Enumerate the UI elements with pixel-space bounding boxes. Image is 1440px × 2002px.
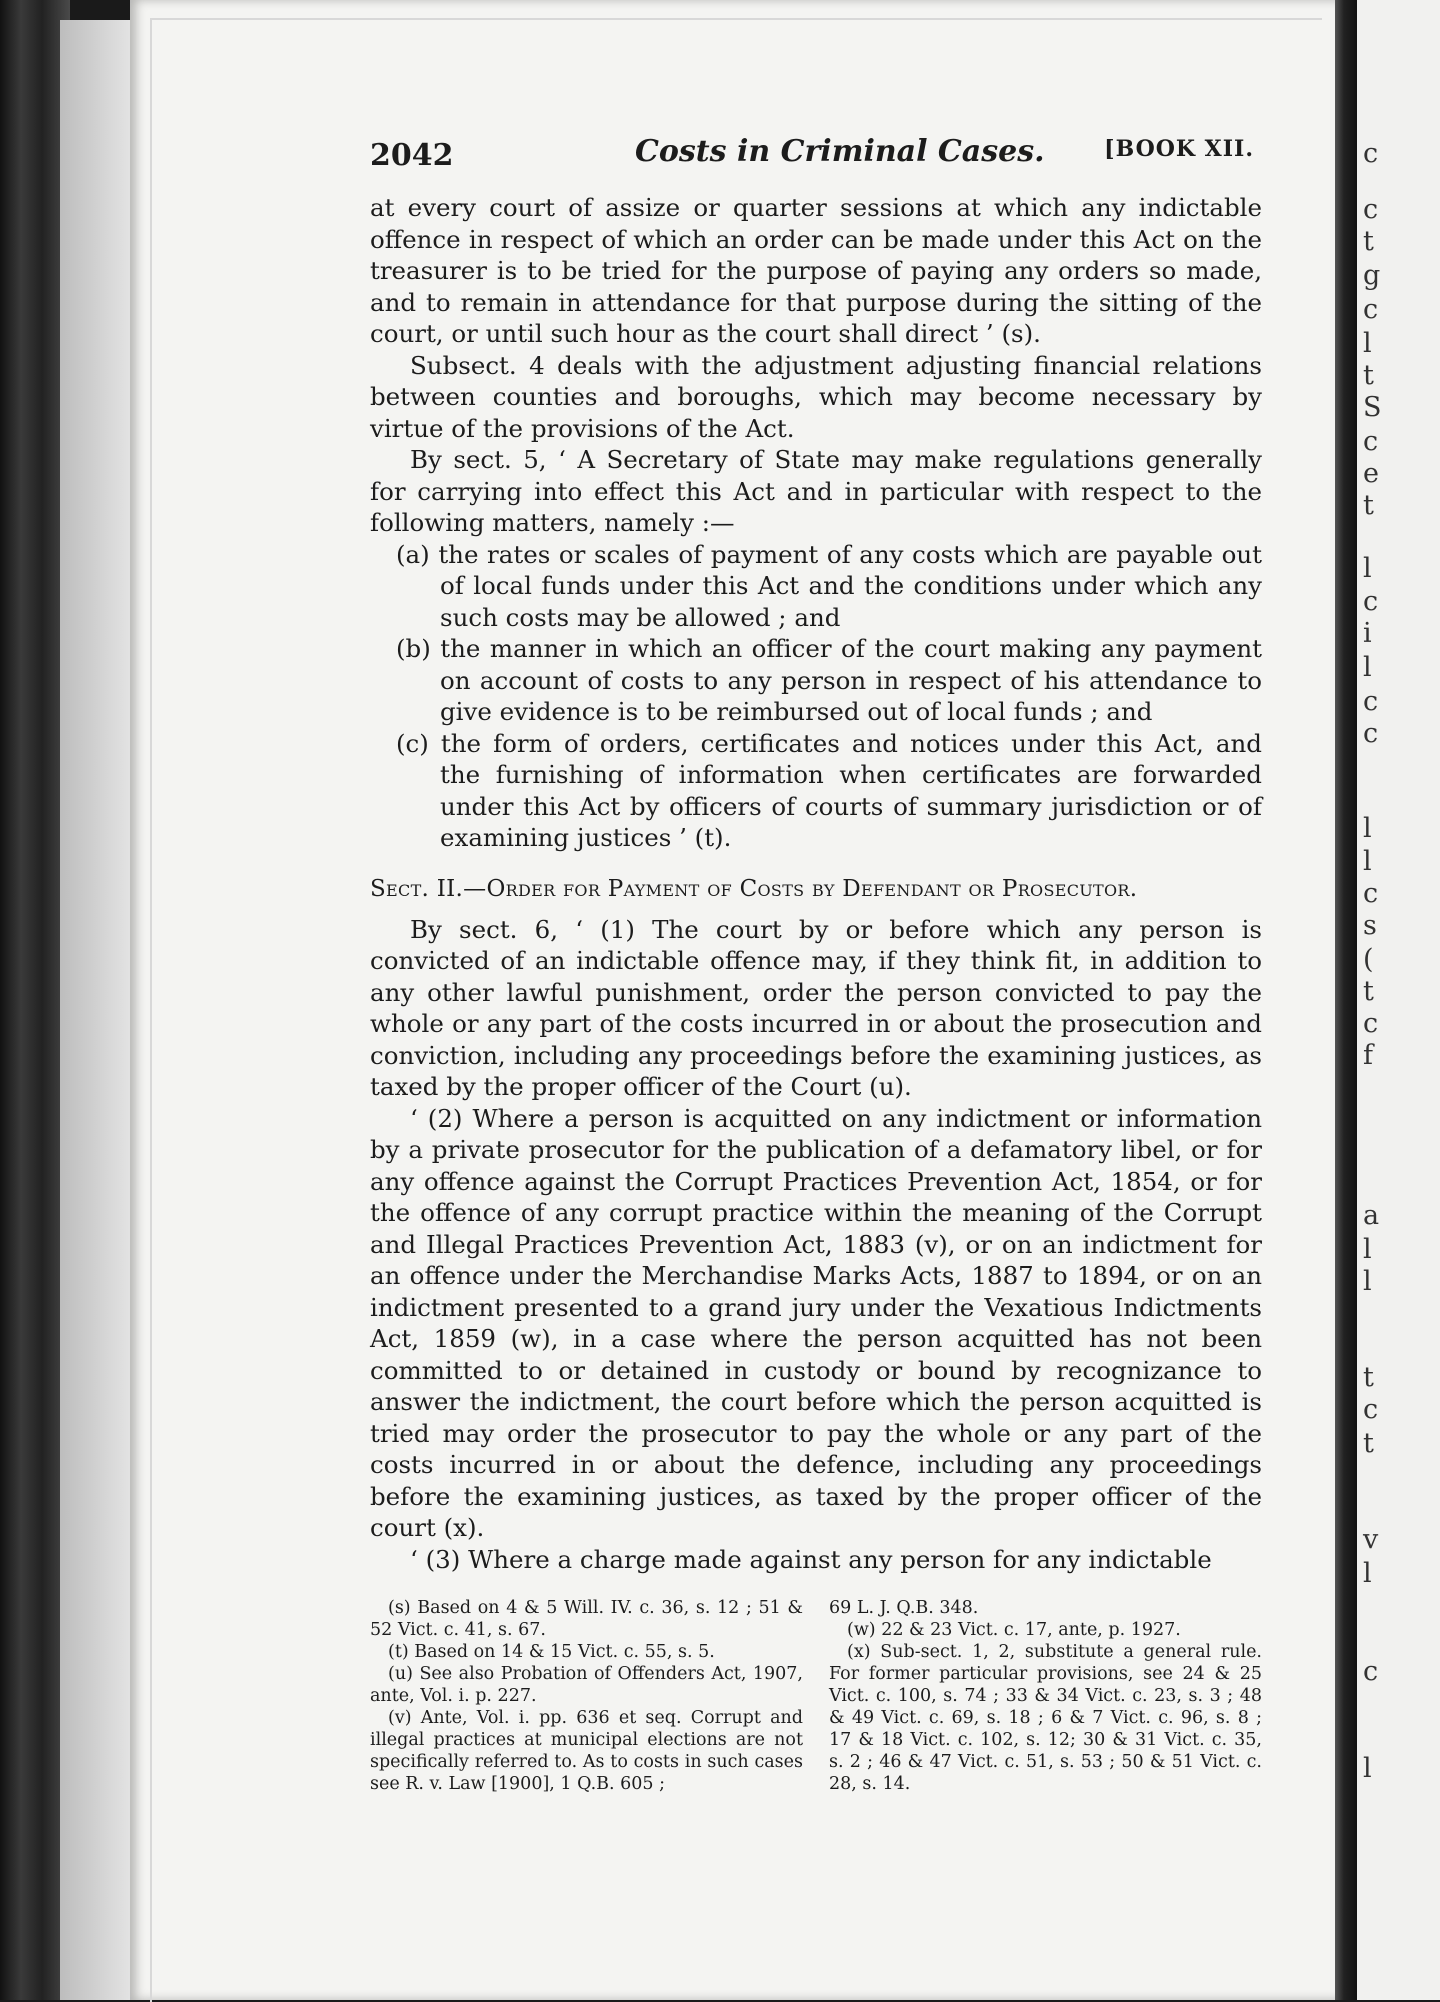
regulation-list [370,539,1262,854]
facing-page-glyph: l [1363,328,1372,359]
facing-page-glyph: f [1363,1040,1373,1071]
facing-page-glyph: c [1363,426,1379,457]
facing-page-glyph: t [1363,1428,1374,1459]
footnote-u: (u) See also Probation of Offenders Act, 1907, ante, Vol. i. p. 227. [370,1664,803,1706]
paragraph-subsect-4: Subsect. 4 deals with the adjustment adjusting financial relations between counties and boroughs, which may become necessary by virtue of the provisions of the Act. [370,350,1262,443]
facing-page-glyph: c [1363,138,1379,169]
page-content [370,128,1262,1795]
facing-page-glyph: t [1363,360,1374,391]
facing-page-edge [1357,0,1440,2000]
list-item: (a) the rates or scales of payment of any costs which are payable out of local funds under this Act and the conditions under which any such costs may be allowed ; and [396,539,1262,632]
facing-page-glyph: c [1363,194,1379,225]
facing-page-glyph: a [1363,1200,1380,1231]
facing-page-glyph: l [1363,813,1372,844]
facing-page-glyph: l [1363,1558,1372,1589]
page-number: 2042 [370,138,454,173]
facing-page-glyph: c [1363,586,1379,617]
paragraph-continuation: at every court of assize or quarter sessions at which any indictable offence in respect of which an order can be made under this Act on the treasurer is to be tried for the purpose of paying any orders so made, and to remain in attendance for that purpose during the sitting of the court, or until such hour as the court shall direct ’ (s). [370,193,1262,348]
facing-page-glyph: l [1363,652,1372,683]
list-item: (c) the form of orders, certificates and notices under this Act, and the furnishing of information when certificates are forwarded under this Act by officers of courts of summary jurisdiction or of examining justices ’ (t). [396,728,1262,852]
facing-page-glyph: c [1363,718,1379,749]
section-heading: Sect. II.—Order for Payment of Costs by Defendant or Prosecutor. [370,875,1138,902]
footnotes-right-column [829,1597,1262,1795]
footnote-v-continued: 69 L. J. Q.B. 348. [829,1598,979,1618]
footnote-x: (x) Sub-sect. 1, 2, substitute a general rule. For former particular provisions, see 24 & 25 Vict. c. 100, s. 74 ; 33 & 34 Vict. c. 23, s. 3 ; 48 & 49 Vict. c. 69, s. 18 ; 6 & 7 Vict. c. 96, s. 8 ; 17 & 18 Vict. c. 102, s. 12; 30 & 31 Vict. c. 35, s. 2 ; 46 & 47 Vict. c. 51, s. 53 ; 50 & 51 Vict. c. 28, s. 14. [829,1642,1262,1794]
facing-page-glyph: l [1363,1266,1372,1297]
facing-page-glyph: l [1363,1234,1372,1265]
facing-page-glyph: l [1363,846,1372,877]
facing-page-glyph: c [1363,1008,1379,1039]
facing-page-glyph: ( [1363,944,1374,975]
footnotes-left-column [370,1597,803,1795]
footnote-t: (t) Based on 14 & 15 Vict. c. 55, s. 5. [388,1642,715,1662]
footnote-v: (v) Ante, Vol. i. pp. 636 et seq. Corrupt and illegal practices at municipal elections are not specifically referred to. As to costs in such cases see R. v. Law [1900], 1 Q.B. 605 ; [370,1708,803,1794]
facing-page-glyph: c [1363,686,1379,717]
facing-page-glyph: i [1363,618,1372,649]
facing-page-glyph: l [1363,553,1372,584]
book-label: [BOOK XII. [1104,136,1254,162]
facing-page-glyph: g [1363,260,1381,291]
facing-page-glyph: t [1363,1362,1374,1393]
facing-page-glyph: t [1363,490,1374,521]
facing-page-glyph: S [1363,392,1382,423]
facing-page-glyph: s [1363,910,1377,941]
underlying-pages [60,20,140,2000]
facing-page-glyph: e [1363,458,1379,489]
footnote-s: (s) Based on 4 & 5 Will. IV. c. 36, s. 12 ; 51 & 52 Vict. c. 41, s. 67. [370,1598,803,1640]
paragraph-sect-6-1: By sect. 6, ‘ (1) The court by or before which any person is convicted of an indictable offence may, if they think fit, in addition to any other lawful punishment, order the person convicted to pay the whole or any part of the costs incurred in or about the prosecution and conviction, including any proceedings before the examining justices, as taxed by the proper officer of the Court (u). [370,914,1262,1101]
facing-page-glyph: t [1363,226,1374,257]
facing-page-glyph: t [1363,976,1374,1007]
facing-page-glyph: v [1363,1524,1379,1555]
facing-page-glyph: c [1363,1656,1379,1687]
facing-page-glyph: c [1363,878,1379,909]
paragraph-sect-6-3: ‘ (3) Where a charge made against any person for any indictable [410,1544,1212,1574]
paragraph-sect-6-2: ‘ (2) Where a person is acquitted on any indictment or information by a private prosecutor for the publication of a defamatory libel, or for any offence against the Corrupt Practices Prevention Act, 1854, or for the offence of any corrupt practice within the meaning of the Corrupt and Illegal Practices Prevention Act, 1883 (v), or on an indictment for an offence under the Merchandise Marks Acts, 1887 to 1894, or on an indictment presented to a grand jury under the Vexatious Indictments Act, 1859 (w), in a case where the person acquitted has not been committed to or detained in custody or bound by recognizance to answer the indictment, the court before which the person acquitted is tried may order the prosecutor to pay the whole or any part of the costs incurred in or about the defence, including any proceedings before the examining justices, as taxed by the proper officer of the court (x). [370,1103,1262,1542]
facing-page-glyph: c [1363,1394,1379,1425]
footnotes [370,1597,1262,1795]
facing-page-glyph: l [1363,1753,1372,1784]
footnote-w: (w) 22 & 23 Vict. c. 17, ante, p. 1927. [847,1620,1181,1640]
running-header [370,128,1262,178]
facing-page-glyph: c [1363,294,1379,325]
running-title: Costs in Criminal Cases. [635,134,1045,169]
list-item: (b) the manner in which an officer of the court making any payment on account of costs to any person in respect of his attendance to give evidence is to be reimbursed out of local funds ; and [396,634,1262,726]
paragraph-sect-5: By sect. 5, ‘ A Secretary of State may make regulations generally for carrying into effect this Act and in particular with respect to the following matters, namely :— [370,445,1262,537]
book-gutter [1335,0,1357,2000]
